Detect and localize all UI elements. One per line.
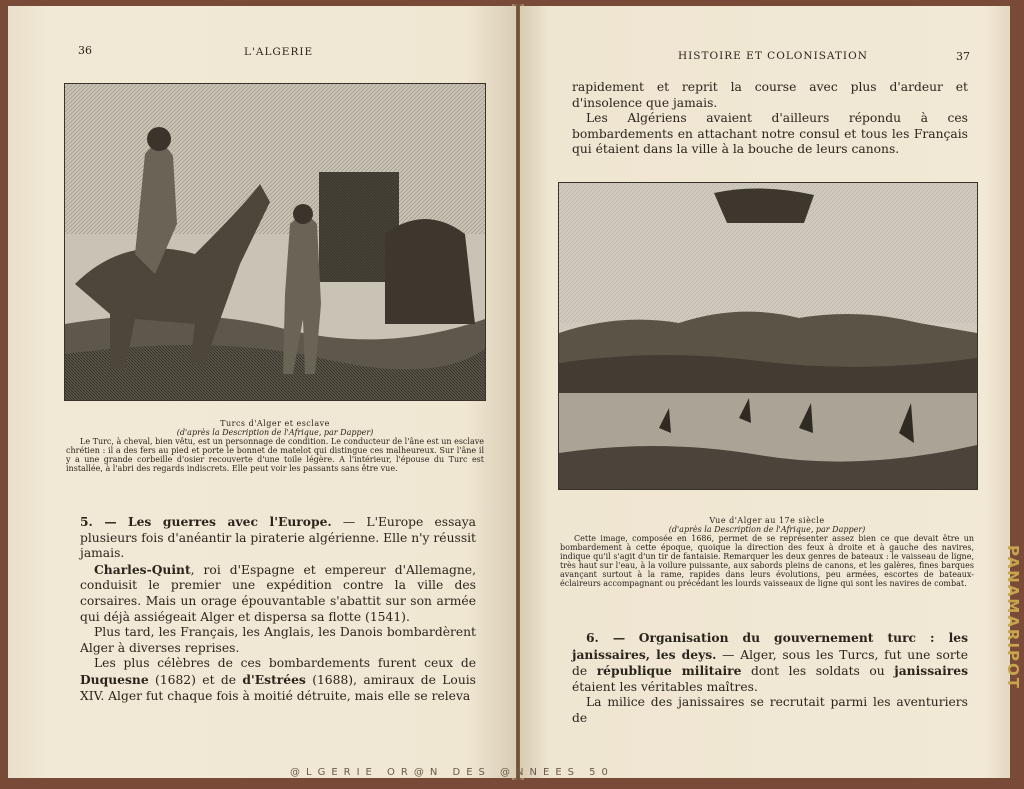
section-number: 5. —	[80, 514, 117, 529]
engraving-illustration	[65, 84, 485, 400]
bombardment-paragraph: Plus tard, les Français, les Anglais, les Danois bombardèrent Alger à diverses reprises.	[80, 625, 476, 655]
caption-algiers	[560, 516, 974, 588]
bold-term: janissaires	[894, 663, 968, 679]
side-stamp: PANAMARIPOT	[1004, 545, 1022, 691]
famous-bombardments-paragraph	[80, 656, 476, 704]
bold-term: république militaire	[596, 663, 742, 679]
page-number: 37	[956, 50, 970, 63]
left-body-text	[80, 514, 476, 704]
text-run: étaient les véritables maîtres.	[572, 679, 758, 694]
caption-text: Le Turc, à cheval, bien vêtu, est un personnage de condition. Le conducteur de l'âne est un esclave chrétien : il a des fers au pied et porte le bonnet de matelot qui distingue ces malheureux. Sur l'âne il y a une grande corbeille d'osier recouverte d'une toile légère. A l'intérieur, l'épouse du Turc est installée, à l'abri des regards indiscrets. Elle peut voir les passants sans être vue.	[66, 437, 484, 473]
janissaries-paragraph: La milice des janissaires se recrutait parmi les aventuriers de	[572, 695, 968, 725]
bold-name: Duquesne	[80, 671, 149, 687]
bold-name: d'Estrées	[242, 671, 306, 687]
charles-quint-paragraph	[80, 562, 476, 625]
engraving-view-of-algiers	[558, 182, 978, 490]
caption-text: Cette image, composée en 1686, permet de se représenter assez bien ce que devait être un bombardement à cette époque, quoique la direction des feux à droite et à gauche des navires, indique qu'il s'agit d'un tir de fantaisie. Remarquer les deux genres de bateaux : le vaisseau de ligne, très haut sur l'eau, à la voilure puissante, aux sabords pleins de canons, et les galères, fines barques avançant surtout à la rame, rapides dans leurs évolutions, peu armées, escortes de bateaux-éclaireurs accompagnant ou précédant les lourds vaisseaux de ligne qui sont les navires de combat.	[560, 534, 974, 588]
running-head: HISTOIRE ET COLONISATION	[678, 50, 868, 62]
text-run: (1688), amiraux de Louis XIV. Alger fut chaque fois à moitié détruite, mais elle se releva	[80, 672, 476, 703]
caption-title: Turcs d'Alger et esclave	[220, 419, 330, 428]
engraving-illustration	[559, 183, 977, 489]
section-title: Organisation du gouvernement turc : les janissaires, les deys.	[572, 630, 968, 662]
section-title: Les guerres avec l'Europe.	[127, 514, 332, 529]
consul-paragraph: Les Algériens avaient d'ailleurs répondu à ces bombardements en attachant notre consul et tous les Français qui étaient dans la ville à la bouche de leurs canons.	[572, 111, 968, 157]
caption-turks	[66, 419, 484, 473]
paragraph-text: — L'Europe essaya plusieurs fois d'anéantir la piraterie algérienne. Elle n'y réussit jamais.	[80, 515, 476, 561]
bold-name: Charles-Quint	[94, 561, 191, 577]
page-number: 36	[78, 44, 92, 57]
right-page	[520, 6, 1010, 778]
paragraph-text: , roi d'Espagne et empereur d'Allemagne, conduisit le premier une expédition contre la ville des corsaires. Mais un orage épouvantable s'abattit sur son armée qui déjà assiégeait Alger et dispersa sa flotte (1541).	[80, 562, 476, 624]
continuation-paragraph: rapidement et reprit la course avec plus d'ardeur et d'insolence que jamais.	[572, 80, 968, 110]
text-run: (1682) et de	[148, 672, 243, 687]
right-body-text	[572, 630, 968, 727]
left-page	[8, 6, 516, 778]
section-number: 6. —	[586, 630, 626, 645]
watermark-footer: @LGERIE OR@N DES @NNEES 50	[290, 767, 614, 778]
text-run: — Alger, sous les Turcs, fut une sorte de	[572, 647, 968, 679]
right-top-text	[572, 80, 968, 158]
running-head: L'ALGERIE	[244, 46, 314, 58]
caption-source: (d'après la Description de l'Afrique, par Dapper)	[176, 428, 374, 437]
section-5-paragraph	[80, 514, 476, 562]
text-run: Les plus célèbres de ces bombardements furent ceux de	[94, 656, 476, 671]
caption-title: Vue d'Alger au 17e siècle	[709, 516, 825, 525]
section-6-paragraph	[572, 630, 968, 695]
text-run: dont les soldats ou	[741, 664, 895, 679]
engraving-turks-and-slave	[64, 83, 486, 401]
caption-source: (d'après la Description de l'Afrique, par Dapper)	[668, 525, 866, 534]
